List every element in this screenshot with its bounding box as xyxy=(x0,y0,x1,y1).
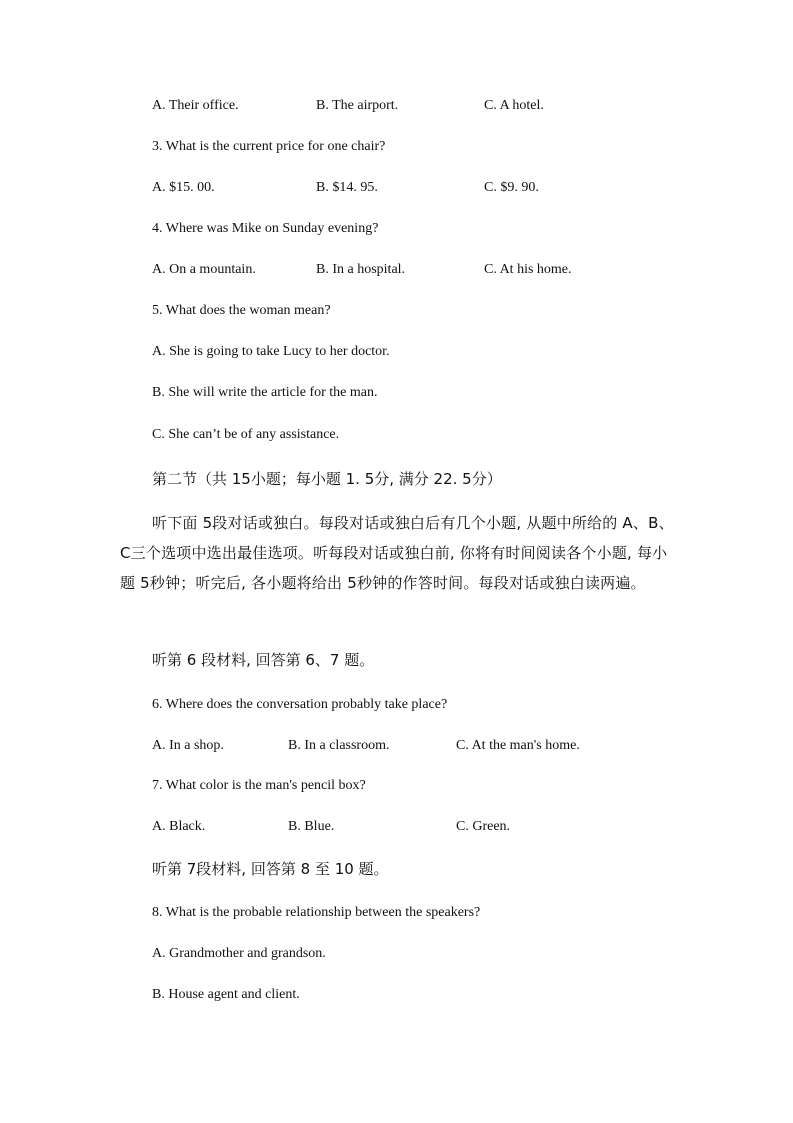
q2-option-b: B. The airport. xyxy=(316,98,399,113)
q4-option-b: B. In a hospital. xyxy=(316,262,406,277)
q6-option-a: A. In a shop. xyxy=(152,738,224,753)
q2-option-c: C. A hotel. xyxy=(484,98,544,113)
q7-question: 7. What color is the man's pencil box? xyxy=(152,778,366,793)
q3-option-c: C. $9. 90. xyxy=(484,180,539,195)
q8-question: 8. What is the probable relationship between the speakers? xyxy=(152,905,481,920)
q5-question: 5. What does the woman mean? xyxy=(152,303,331,318)
q4-question: 4. Where was Mike on Sunday evening? xyxy=(152,221,379,236)
q5-option-c: C. She can’t be of any assistance. xyxy=(152,427,340,442)
q3-question: 3. What is the current price for one chair? xyxy=(152,139,386,154)
q8-option-a: A. Grandmother and grandson. xyxy=(152,946,326,961)
section-instructions: 听下面 5段对话或独白。每段对话或独白后有几个小题, 从题中所给的 A、B、C三个选项中选出最佳选项。听每段对话或独白前, 你将有时间阅读各个小题, 每小题 5秒钟；听完后, 各小题将给出 5秒钟的作答时间。每段对话或独白读两遍。 xyxy=(120,514,674,592)
q7-option-a: A. Black. xyxy=(152,819,206,834)
q2-option-a: A. Their office. xyxy=(152,98,239,113)
q6-question: 6. Where does the conversation probably take place? xyxy=(152,697,448,712)
q6-option-b: B. In a classroom. xyxy=(288,738,390,753)
material-6-heading: 听第 6 段材料, 回答第 6、7 题。 xyxy=(152,651,375,669)
section-heading: 第二节（共 15小题；每小题 1. 5分, 满分 22. 5分） xyxy=(152,470,502,488)
q3-option-a: A. $15. 00. xyxy=(152,180,215,195)
q3-option-b: B. $14. 95. xyxy=(316,180,378,195)
q7-option-c: C. Green. xyxy=(456,819,511,834)
q4-option-c: C. At his home. xyxy=(484,262,572,277)
material-7-heading: 听第 7段材料, 回答第 8 至 10 题。 xyxy=(152,860,389,878)
q5-option-b: B. She will write the article for the man. xyxy=(152,385,378,400)
q6-option-c: C. At the man's home. xyxy=(456,738,580,753)
q5-option-a: A. She is going to take Lucy to her doctor. xyxy=(152,344,390,359)
q8-option-b: B. House agent and client. xyxy=(152,987,300,1002)
q4-option-a: A. On a mountain. xyxy=(152,262,256,277)
q7-option-b: B. Blue. xyxy=(288,819,335,834)
